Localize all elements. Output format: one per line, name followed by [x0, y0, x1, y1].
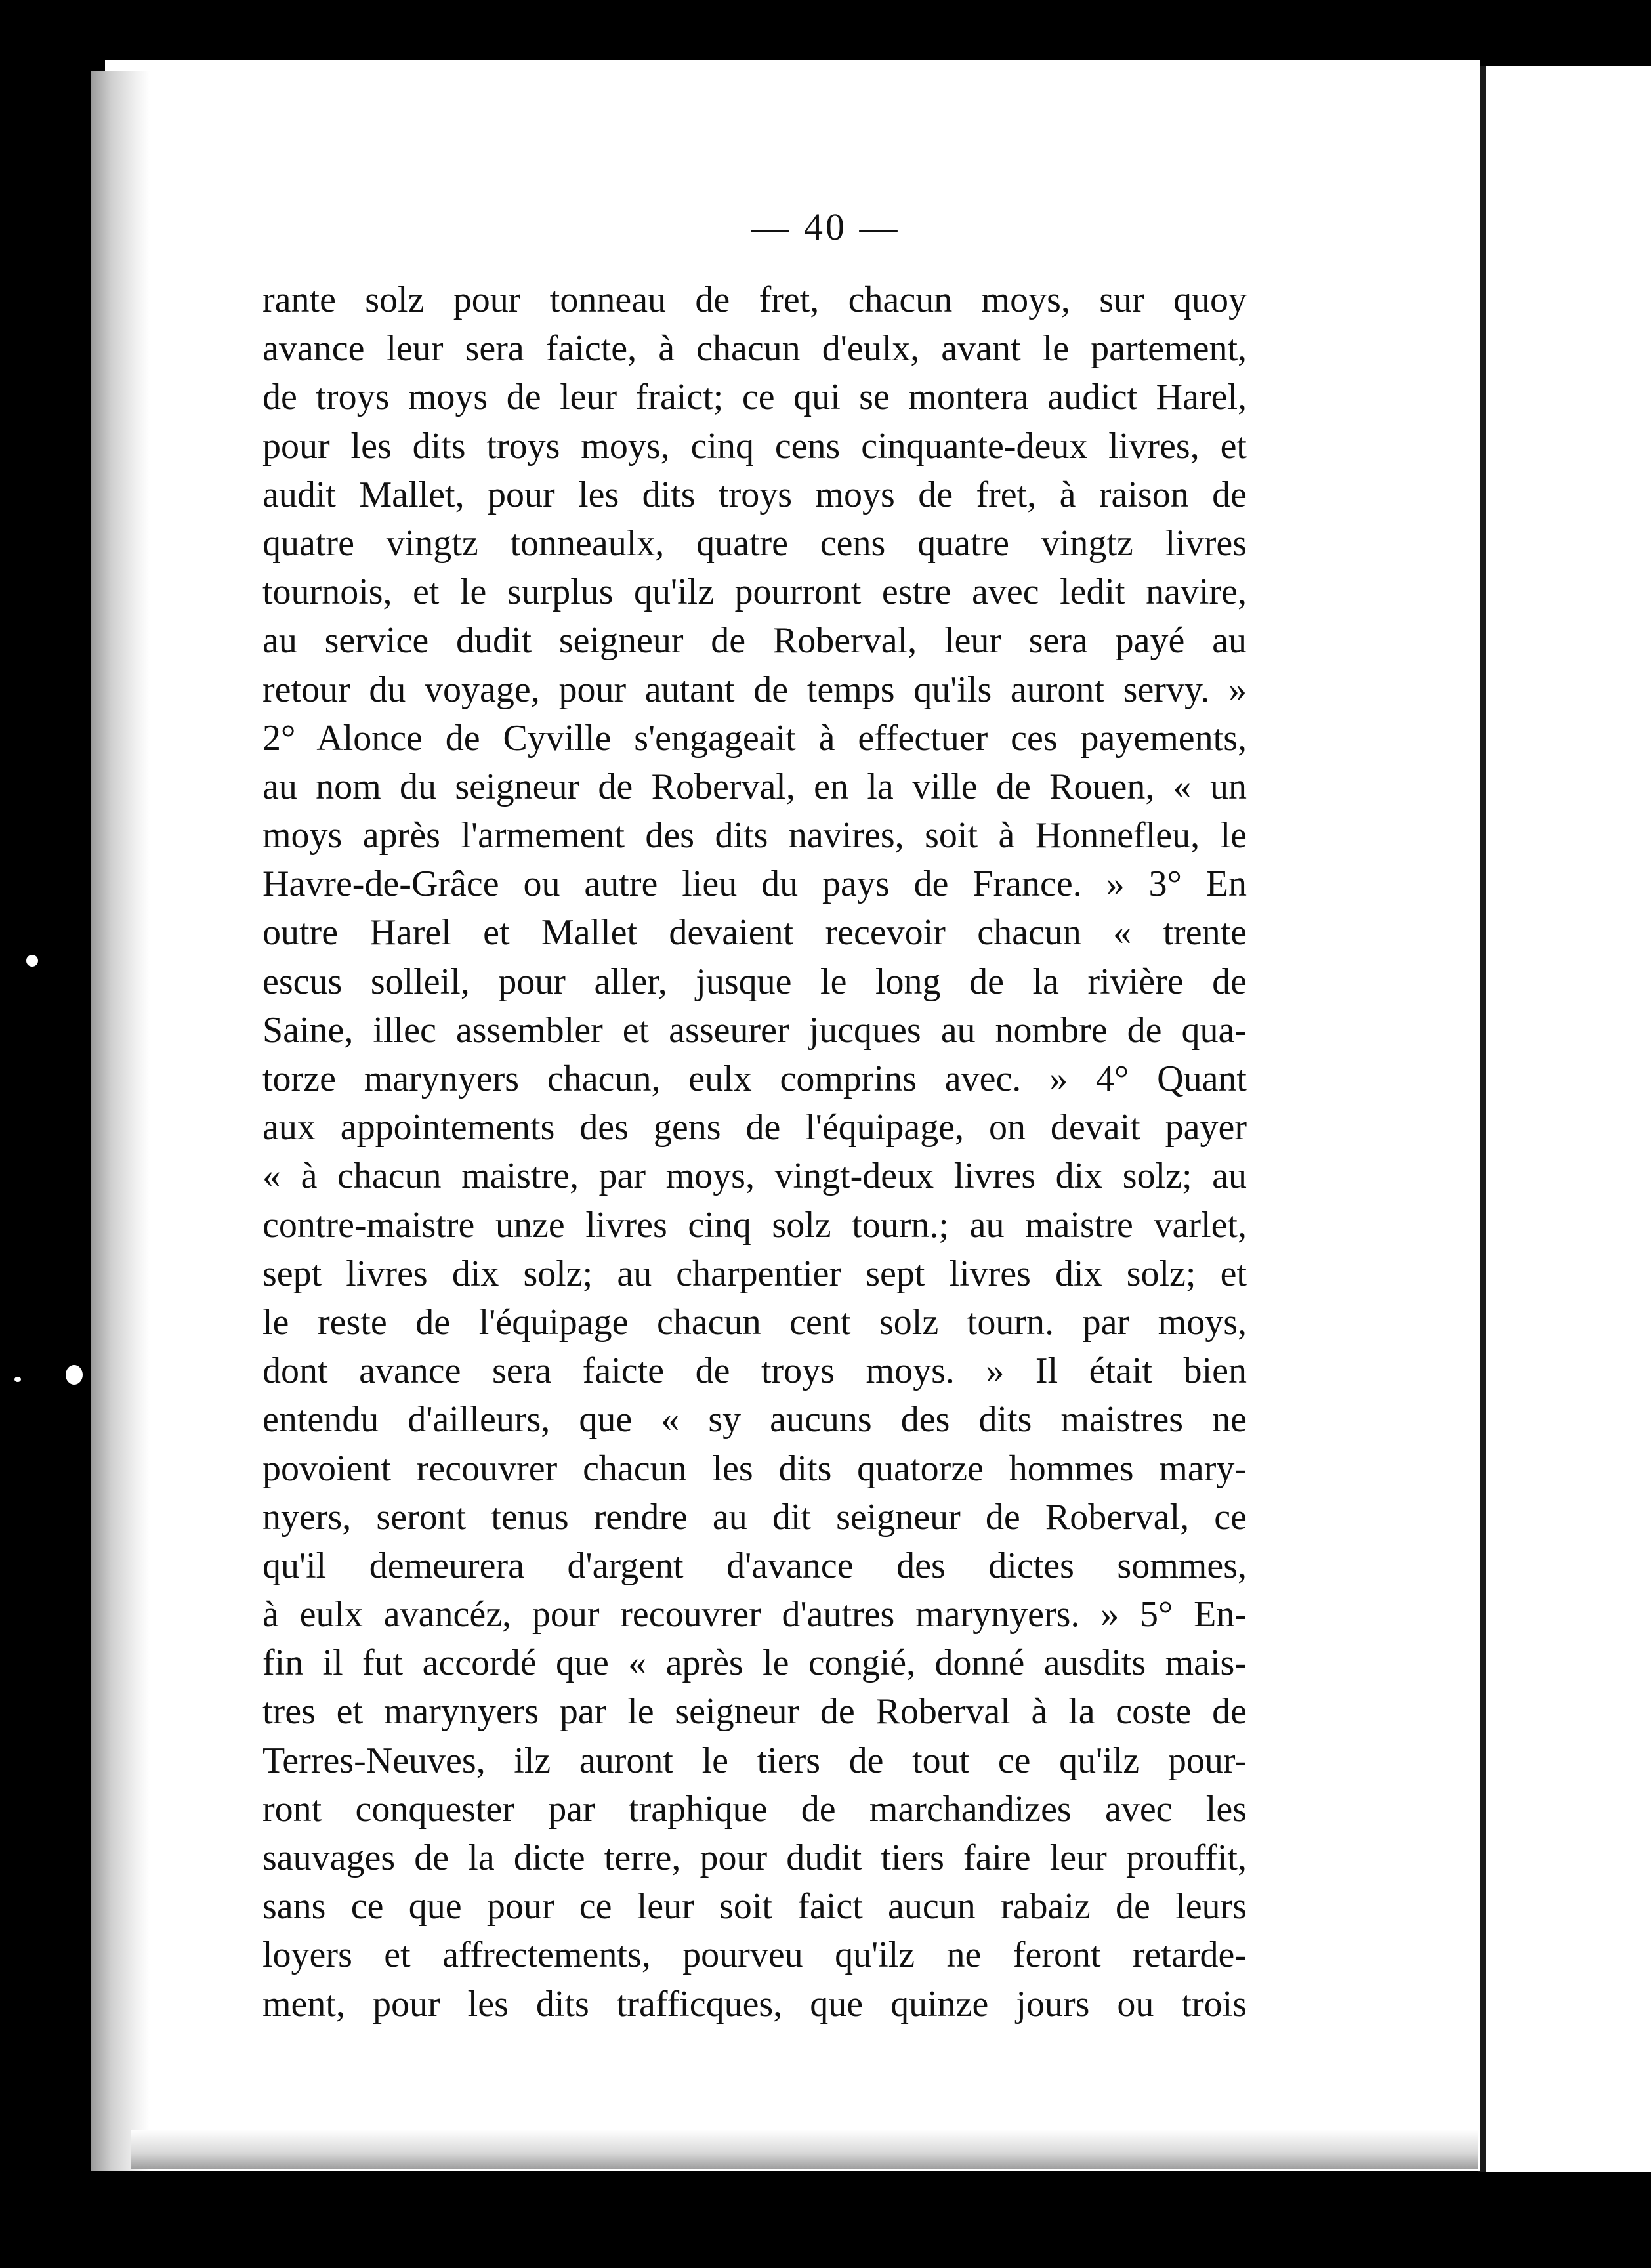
text-line: entendu d'ailleurs, que « sy aucuns des dits maistres ne [262, 1399, 1247, 1440]
scan-speck [66, 1365, 83, 1385]
text-line: Saine, illec assembler et asseurer jucques au nombre de qua- [262, 1009, 1247, 1051]
text-line: sauvages de la dicte terre, pour dudit tiers faire leur prouffit, [262, 1838, 1247, 1878]
text-line: dont avance sera faicte de troys moys. » Il était bien [262, 1351, 1247, 1392]
text-line: povoient recouvrer chacun les dits quatorze hommes mary- [262, 1448, 1247, 1489]
text-line: au nom du seigneur de Roberval, en la ville de Rouen, « un [262, 766, 1247, 807]
scan-speck [14, 1377, 21, 1382]
text-line: Havre-de-Grâce ou autre lieu du pays de France. » 3° En [262, 864, 1247, 905]
text-line: avance leur sera faicte, à chacun d'eulx, avant le partement, [262, 328, 1247, 369]
text-line: Terres-Neuves, ilz auront le tiers de tout ce qu'ilz pour- [262, 1740, 1247, 1781]
text-line: loyers et affrectements, pourveu qu'ilz ne feront retarde- [262, 1935, 1247, 1976]
text-line: 2° Alonce de Cyville s'engageait à effectuer ces payements, [262, 717, 1247, 759]
text-line: « à chacun maistre, par moys, vingt-deux livres dix solz; au [262, 1156, 1247, 1197]
text-line: tres et marynyers par le seigneur de Roberval à la coste de [262, 1691, 1247, 1732]
text-line: torze marynyers chacun, eulx comprins avec. » 4° Quant [262, 1059, 1247, 1099]
text-line: tournois, et le surplus qu'ilz pourront estre avec ledit navire, [262, 572, 1247, 613]
text-line: pour les dits troys moys, cinq cens cinquante-deux livres, et [262, 425, 1247, 467]
text-line: au service dudit seigneur de Roberval, leur sera payé au [262, 620, 1247, 662]
text-line: à eulx avancéz, pour recouvrer d'autres marynyers. » 5° En- [262, 1594, 1247, 1635]
page-binding-edge [91, 71, 150, 2171]
text-line: qu'il demeurera d'argent d'avance des dictes sommes, [262, 1545, 1247, 1586]
text-line: quatre vingtz tonneaulx, quatre cens quatre vingtz livres [262, 522, 1247, 564]
page-bottom-edge [131, 2130, 1478, 2169]
text-line: ment, pour les dits trafficques, que quinze jours ou trois [262, 1983, 1247, 2025]
text-line: ront conquester par traphique de marchandizes avec les [262, 1788, 1247, 1830]
text-line: aux appointements des gens de l'équipage, on devait payer [262, 1107, 1247, 1148]
text-line: sans ce que pour ce leur soit faict aucun rabaiz de leurs [262, 1886, 1247, 1927]
text-line: escus solleil, pour aller, jusque le long de la rivière de [262, 961, 1247, 1002]
text-line: rante solz pour tonneau de fret, chacun moys, sur quoy [262, 280, 1247, 320]
text-line: fin il fut accordé que « après le congié, donné ausdits mais- [262, 1643, 1247, 1684]
body-text [262, 276, 1247, 2028]
text-line: retour du voyage, pour autant de temps qu'ils auront servy. » [262, 669, 1247, 710]
text-line: outre Harel et Mallet devaient recevoir chacun « trente [262, 912, 1247, 954]
text-line: sept livres dix solz; au charpentier sept livres dix solz; et [262, 1253, 1247, 1294]
scan-speck [26, 955, 38, 967]
page-number: — 40 — [751, 205, 900, 248]
text-line: audit Mallet, pour les dits troys moys de fret, à raison de [262, 474, 1247, 515]
facing-page-edge [1484, 66, 1651, 2172]
text-line: de troys moys de leur fraict; ce qui se montera audict Harel, [262, 377, 1247, 418]
text-line: nyers, seront tenus rendre au dit seigneur de Roberval, ce [262, 1496, 1247, 1538]
text-line: contre-maistre unze livres cinq solz tourn.; au maistre varlet, [262, 1204, 1247, 1246]
text-line: moys après l'armement des dits navires, soit à Honnefleu, le [262, 815, 1247, 856]
text-line: le reste de l'équipage chacun cent solz tourn. par moys, [262, 1301, 1247, 1343]
